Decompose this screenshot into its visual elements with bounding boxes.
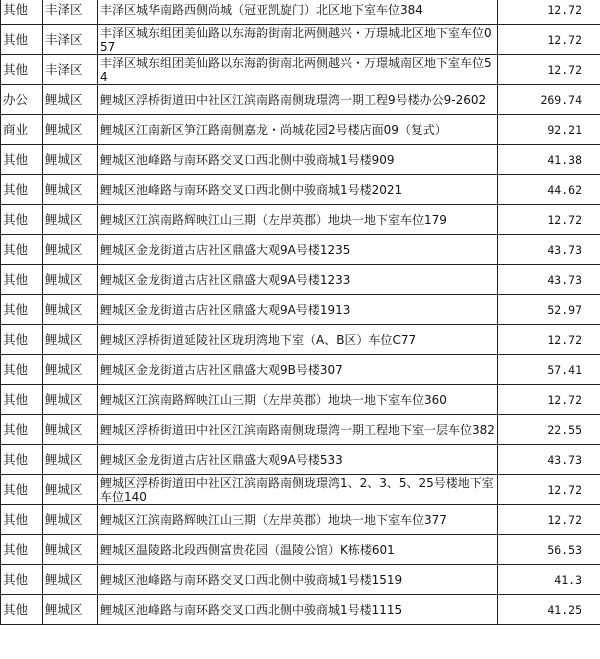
address-cell: 丰泽区城华南路西侧尚城（冠亚凯旋门）北区地下室车位384 (98, 0, 498, 25)
address-cell: 鲤城区江滨南路辉映江山三期（左岸英郡）地块一地下室车位360 (98, 385, 498, 415)
district-cell: 鲤城区 (43, 85, 98, 115)
table-row (1, 325, 600, 355)
area-cell: 41.25 (498, 595, 600, 625)
address-cell: 鲤城区温陵路北段西侧富贵花园（温陵公馆）K栋楼601 (98, 535, 498, 565)
area-cell: 43.73 (498, 445, 600, 475)
area-cell: 43.73 (498, 235, 600, 265)
table-row (1, 175, 600, 205)
table-row (1, 595, 600, 625)
district-cell: 鲤城区 (43, 385, 98, 415)
property-type-cell: 其他 (1, 295, 43, 325)
property-type-cell: 其他 (1, 0, 43, 25)
area-cell: 44.62 (498, 175, 600, 205)
area-cell: 41.38 (498, 145, 600, 175)
district-cell: 鲤城区 (43, 235, 98, 265)
table-row (1, 505, 600, 535)
property-type-cell: 其他 (1, 355, 43, 385)
area-cell: 56.53 (498, 535, 600, 565)
address-cell: 鲤城区池峰路与南环路交叉口西北侧中骏商城1号楼1519 (98, 565, 498, 595)
area-cell: 12.72 (498, 55, 600, 85)
property-type-cell: 其他 (1, 565, 43, 595)
property-type-cell: 办公 (1, 85, 43, 115)
property-type-cell: 其他 (1, 235, 43, 265)
address-cell: 鲤城区江南新区笋江路南侧嘉龙・尚城花园2号楼店面09（复式） (98, 115, 498, 145)
district-cell: 丰泽区 (43, 55, 98, 85)
address-cell: 鲤城区浮桥街道延陵社区珑玥湾地下室（A、B区）车位C77 (98, 325, 498, 355)
table-row (1, 85, 600, 115)
district-cell: 丰泽区 (43, 0, 98, 25)
address-cell: 鲤城区江滨南路辉映江山三期（左岸英郡）地块一地下室车位377 (98, 505, 498, 535)
district-cell: 鲤城区 (43, 325, 98, 355)
property-type-cell: 其他 (1, 25, 43, 55)
area-cell: 57.41 (498, 355, 600, 385)
address-cell: 鲤城区金龙街道古店社区鼎盛大观9A号楼1233 (98, 265, 498, 295)
district-cell: 鲤城区 (43, 265, 98, 295)
district-cell: 鲤城区 (43, 505, 98, 535)
table-row (1, 565, 600, 595)
table-body (1, 0, 600, 625)
district-cell: 鲤城区 (43, 535, 98, 565)
table-row (1, 205, 600, 235)
address-cell: 丰泽区城东组团美仙路以东海韵街南北两侧越兴・万璟城南区地下室车位54 (98, 55, 498, 85)
property-type-cell: 其他 (1, 475, 43, 505)
area-cell: 12.72 (498, 205, 600, 235)
address-cell: 鲤城区金龙街道古店社区鼎盛大观9A号楼1235 (98, 235, 498, 265)
district-cell: 鲤城区 (43, 295, 98, 325)
table-row (1, 295, 600, 325)
area-cell: 41.3 (498, 565, 600, 595)
area-cell: 22.55 (498, 415, 600, 445)
district-cell: 鲤城区 (43, 415, 98, 445)
area-cell: 12.72 (498, 25, 600, 55)
table-row (1, 235, 600, 265)
property-type-cell: 其他 (1, 325, 43, 355)
address-cell: 鲤城区金龙街道古店社区鼎盛大观9A号楼1913 (98, 295, 498, 325)
table-row (1, 355, 600, 385)
district-cell: 鲤城区 (43, 475, 98, 505)
table-row (1, 535, 600, 565)
property-type-cell: 其他 (1, 505, 43, 535)
property-type-cell: 商业 (1, 115, 43, 145)
address-cell: 鲤城区金龙街道古店社区鼎盛大观9B号楼307 (98, 355, 498, 385)
district-cell: 鲤城区 (43, 355, 98, 385)
table-row (1, 115, 600, 145)
address-cell: 鲤城区浮桥街道田中社区江滨南路南侧珑璟湾一期工程地下室一层车位382 (98, 415, 498, 445)
area-cell: 269.74 (498, 85, 600, 115)
address-cell: 鲤城区浮桥街道田中社区江滨南路南侧珑璟湾1、2、3、5、25号楼地下室车位140 (98, 475, 498, 505)
property-type-cell: 其他 (1, 175, 43, 205)
property-type-cell: 其他 (1, 535, 43, 565)
address-cell: 鲤城区江滨南路辉映江山三期（左岸英郡）地块一地下室车位179 (98, 205, 498, 235)
area-cell: 12.72 (498, 325, 600, 355)
district-cell: 鲤城区 (43, 565, 98, 595)
property-type-cell: 其他 (1, 205, 43, 235)
district-cell: 鲤城区 (43, 445, 98, 475)
address-cell: 鲤城区浮桥街道田中社区江滨南路南侧珑璟湾一期工程9号楼办公9-2602 (98, 85, 498, 115)
property-type-cell: 其他 (1, 265, 43, 295)
property-type-cell: 其他 (1, 145, 43, 175)
table-row (1, 385, 600, 415)
area-cell: 43.73 (498, 265, 600, 295)
table-row (1, 265, 600, 295)
district-cell: 鲤城区 (43, 595, 98, 625)
address-cell: 鲤城区池峰路与南环路交叉口西北侧中骏商城1号楼1115 (98, 595, 498, 625)
table-row (1, 145, 600, 175)
address-cell: 鲤城区池峰路与南环路交叉口西北侧中骏商城1号楼909 (98, 145, 498, 175)
table-row (1, 25, 600, 55)
area-cell: 12.72 (498, 475, 600, 505)
address-cell: 鲤城区金龙街道古店社区鼎盛大观9A号楼533 (98, 445, 498, 475)
area-cell: 12.72 (498, 385, 600, 415)
district-cell: 鲤城区 (43, 175, 98, 205)
property-type-cell: 其他 (1, 415, 43, 445)
district-cell: 鲤城区 (43, 145, 98, 175)
area-cell: 12.72 (498, 505, 600, 535)
property-type-cell: 其他 (1, 595, 43, 625)
property-type-cell: 其他 (1, 385, 43, 415)
address-cell: 丰泽区城东组团美仙路以东海韵街南北两侧越兴・万璟城北区地下室车位057 (98, 25, 498, 55)
property-type-cell: 其他 (1, 445, 43, 475)
table-row (1, 0, 600, 25)
area-cell: 12.72 (498, 0, 600, 25)
table-row (1, 445, 600, 475)
table-row (1, 55, 600, 85)
table-row (1, 475, 600, 505)
property-type-cell: 其他 (1, 55, 43, 85)
table-row (1, 415, 600, 445)
area-cell: 92.21 (498, 115, 600, 145)
district-cell: 鲤城区 (43, 205, 98, 235)
district-cell: 鲤城区 (43, 115, 98, 145)
district-cell: 丰泽区 (43, 25, 98, 55)
address-cell: 鲤城区池峰路与南环路交叉口西北侧中骏商城1号楼2021 (98, 175, 498, 205)
area-cell: 52.97 (498, 295, 600, 325)
